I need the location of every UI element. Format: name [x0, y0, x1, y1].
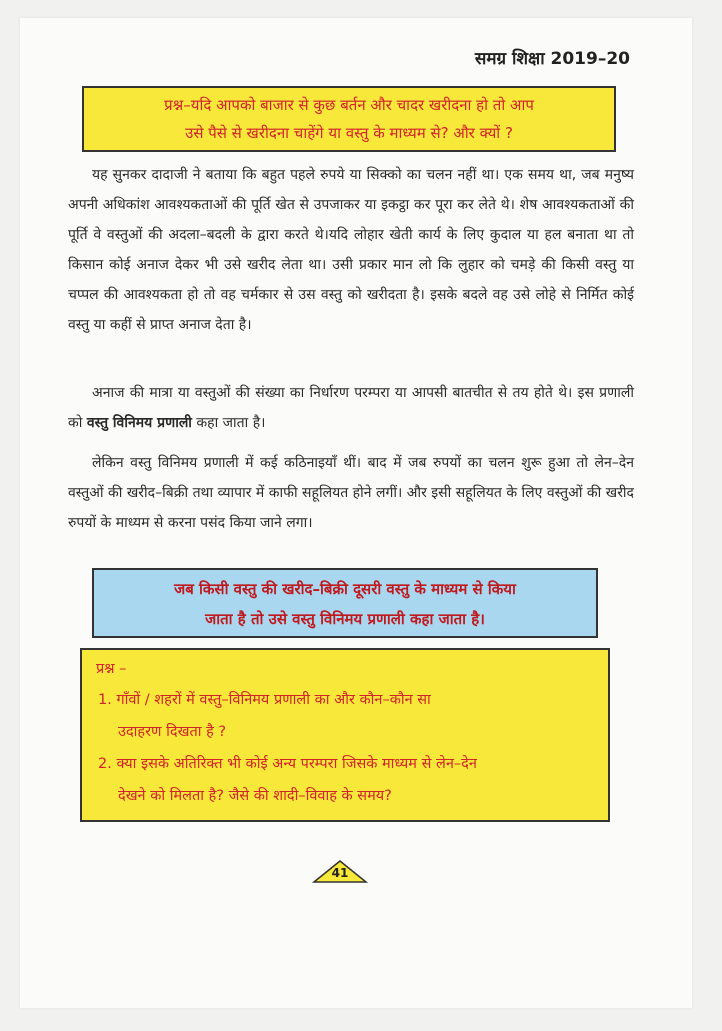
paragraph-2-text-c: कहा जाता है।	[191, 415, 266, 431]
paragraph-2	[68, 378, 634, 438]
question-1-line-2: उदाहरण दिखता है ?	[118, 724, 227, 740]
paragraph-2-text-a: अनाज की मात्रा या वस्तुओं की संख्या का निर्धारण परम्परा या आपसी बातचीत से तय होते थे। इस प्रणाली को	[68, 385, 634, 431]
page-number-badge	[310, 858, 370, 884]
question-2-line-2: देखने को मिलता है? जैसे की शादी–विवाह के समय?	[118, 788, 392, 804]
definition-line-2: जाता है तो उसे वस्तु विनिमय प्रणाली कहा जाता है।	[205, 610, 485, 628]
question-box-1-line-1: प्रश्न–यदि आपको बाजार से कुछ बर्तन और चादर खरीदना हो तो आप	[164, 96, 534, 114]
page-number: 41	[331, 866, 349, 880]
question-1-line-1: 1. गाँवों / शहरों में वस्तु–विनिमय प्रणाली का और कौन–कौन सा	[98, 692, 431, 708]
question-box-1	[82, 86, 616, 152]
page-header: समग्र शिक्षा 2019–20	[474, 49, 630, 69]
definition-box	[92, 568, 598, 638]
paragraph-2-bold-term: वस्तु विनिमय प्रणाली	[86, 415, 192, 431]
question-box-2	[80, 648, 610, 822]
question-2-line-1: 2. क्या इसके अतिरिक्त भी कोई अन्य परम्परा जिसके माध्यम से लेन–देन	[98, 756, 477, 772]
paragraph-1: यह सुनकर दादाजी ने बताया कि बहुत पहले रुपये या सिक्को का चलन नहीं था। एक समय था, जब मनुष्य अपनी अधिकांश आवश्यकताओं की पूर्ति खेत से उपजाकर या इकट्ठा कर पूरा कर लेते थे। शेष आवश्यकताओं की पूर्ति वे वस्तुओं की अदला–बदली के द्वारा करते थे।यदि लोहार खेती कार्य के लिए कुदाल या हल बनाता था तो किसान कोई अनाज देकर भी उसे खरीद लेता था। उसी प्रकार मान लो कि लुहार को चमड़े की किसी वस्तु या चप्पल की आवश्यकता हो तो वह चर्मकार से उस वस्तु को खरीदता है। इसके बदले वह उसे लोहे से निर्मित कोई वस्तु या कहीं से प्राप्त अनाज देता है।	[68, 167, 634, 333]
paragraph-3: लेकिन वस्तु विनिमय प्रणाली में कई कठिनाइयाँ थीं। बाद में जब रुपयों का चलन शुरू हुआ तो लेन–देन वस्तुओं की खरीद–बिक्री तथा व्यापार में काफी सहूलियत होने लगीं। और इसी सहूलियत के लिए वस्तुओं की खरीद रुपयों के माध्यम से करना पसंद किया जाने लगा।	[68, 455, 634, 531]
definition-line-1: जब किसी वस्तु की खरीद–बिक्री दूसरी वस्तु के माध्यम से किया	[174, 580, 516, 598]
question-heading: प्रश्न –	[96, 661, 127, 677]
question-box-1-line-2: उसे पैसे से खरीदना चाहेंगे या वस्तु के माध्यम से? और क्यों ?	[185, 124, 513, 142]
